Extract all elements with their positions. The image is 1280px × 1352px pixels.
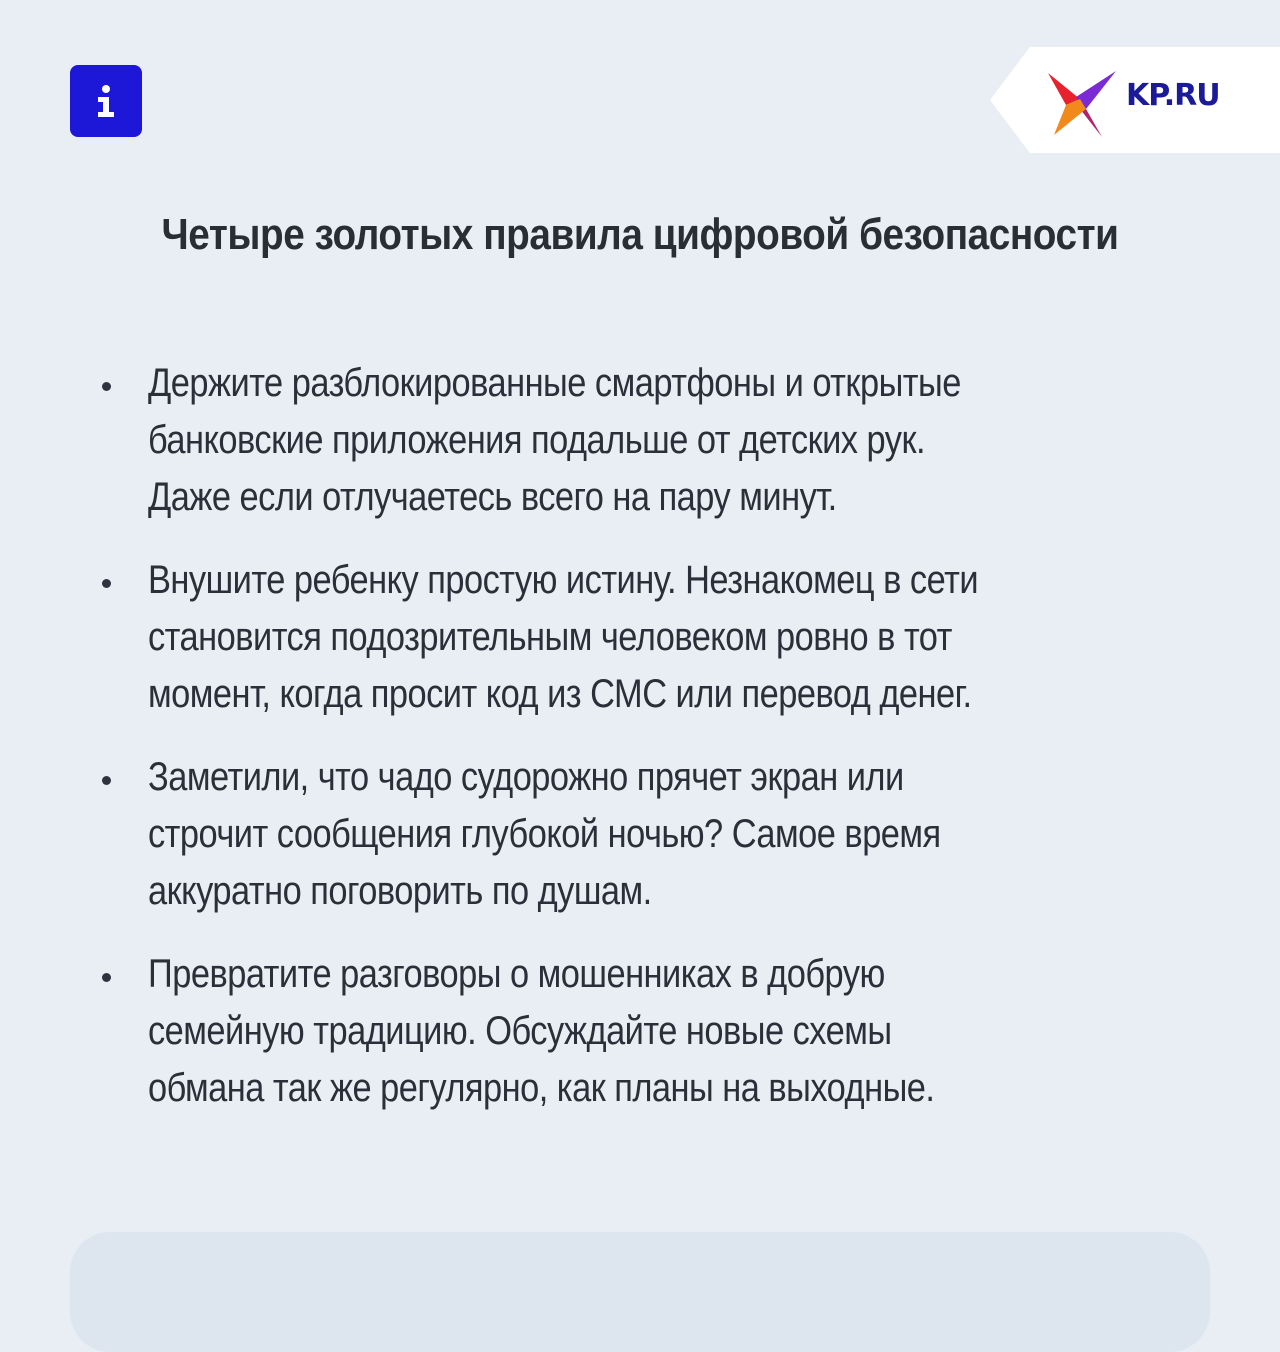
page-title: Четыре золотых правила цифровой безопасности — [161, 210, 1119, 259]
list-item — [96, 946, 1206, 1117]
kp-logo — [990, 47, 1280, 153]
info-icon — [91, 81, 121, 121]
logo-text: KP.RU — [1126, 78, 1220, 113]
list-item — [96, 355, 1206, 526]
rule-text: Держите разблокированные смартфоны и открытые банковские приложения подальше от детских рук. Даже если отлучаетесь всего на пару минут. — [148, 361, 961, 519]
list-item — [96, 749, 1206, 920]
bullet-icon — [102, 382, 111, 391]
info-badge — [70, 65, 142, 137]
list-item — [96, 552, 1206, 723]
rule-text: Внушите ребенку простую истину. Незнакомец в сети становится подозрительным человеком ровно в тот момент, когда просит код из СМС или перевод денег. — [148, 558, 979, 716]
bullet-icon — [102, 776, 111, 785]
bullet-icon — [102, 973, 111, 982]
rule-text: Заметили, что чадо судорожно прячет экран или строчит сообщения глубокой ночью? Самое время аккуратно поговорить по душам. — [148, 755, 941, 913]
bottom-card — [70, 1232, 1210, 1352]
rules-list — [96, 355, 1206, 1143]
rule-text: Превратите разговоры о мошенниках в добрую семейную традицию. Обсуждайте новые схемы обмана так же регулярно, как планы на выходные. — [148, 952, 935, 1110]
bird-logo-icon — [1046, 69, 1118, 139]
bullet-icon — [102, 579, 111, 588]
